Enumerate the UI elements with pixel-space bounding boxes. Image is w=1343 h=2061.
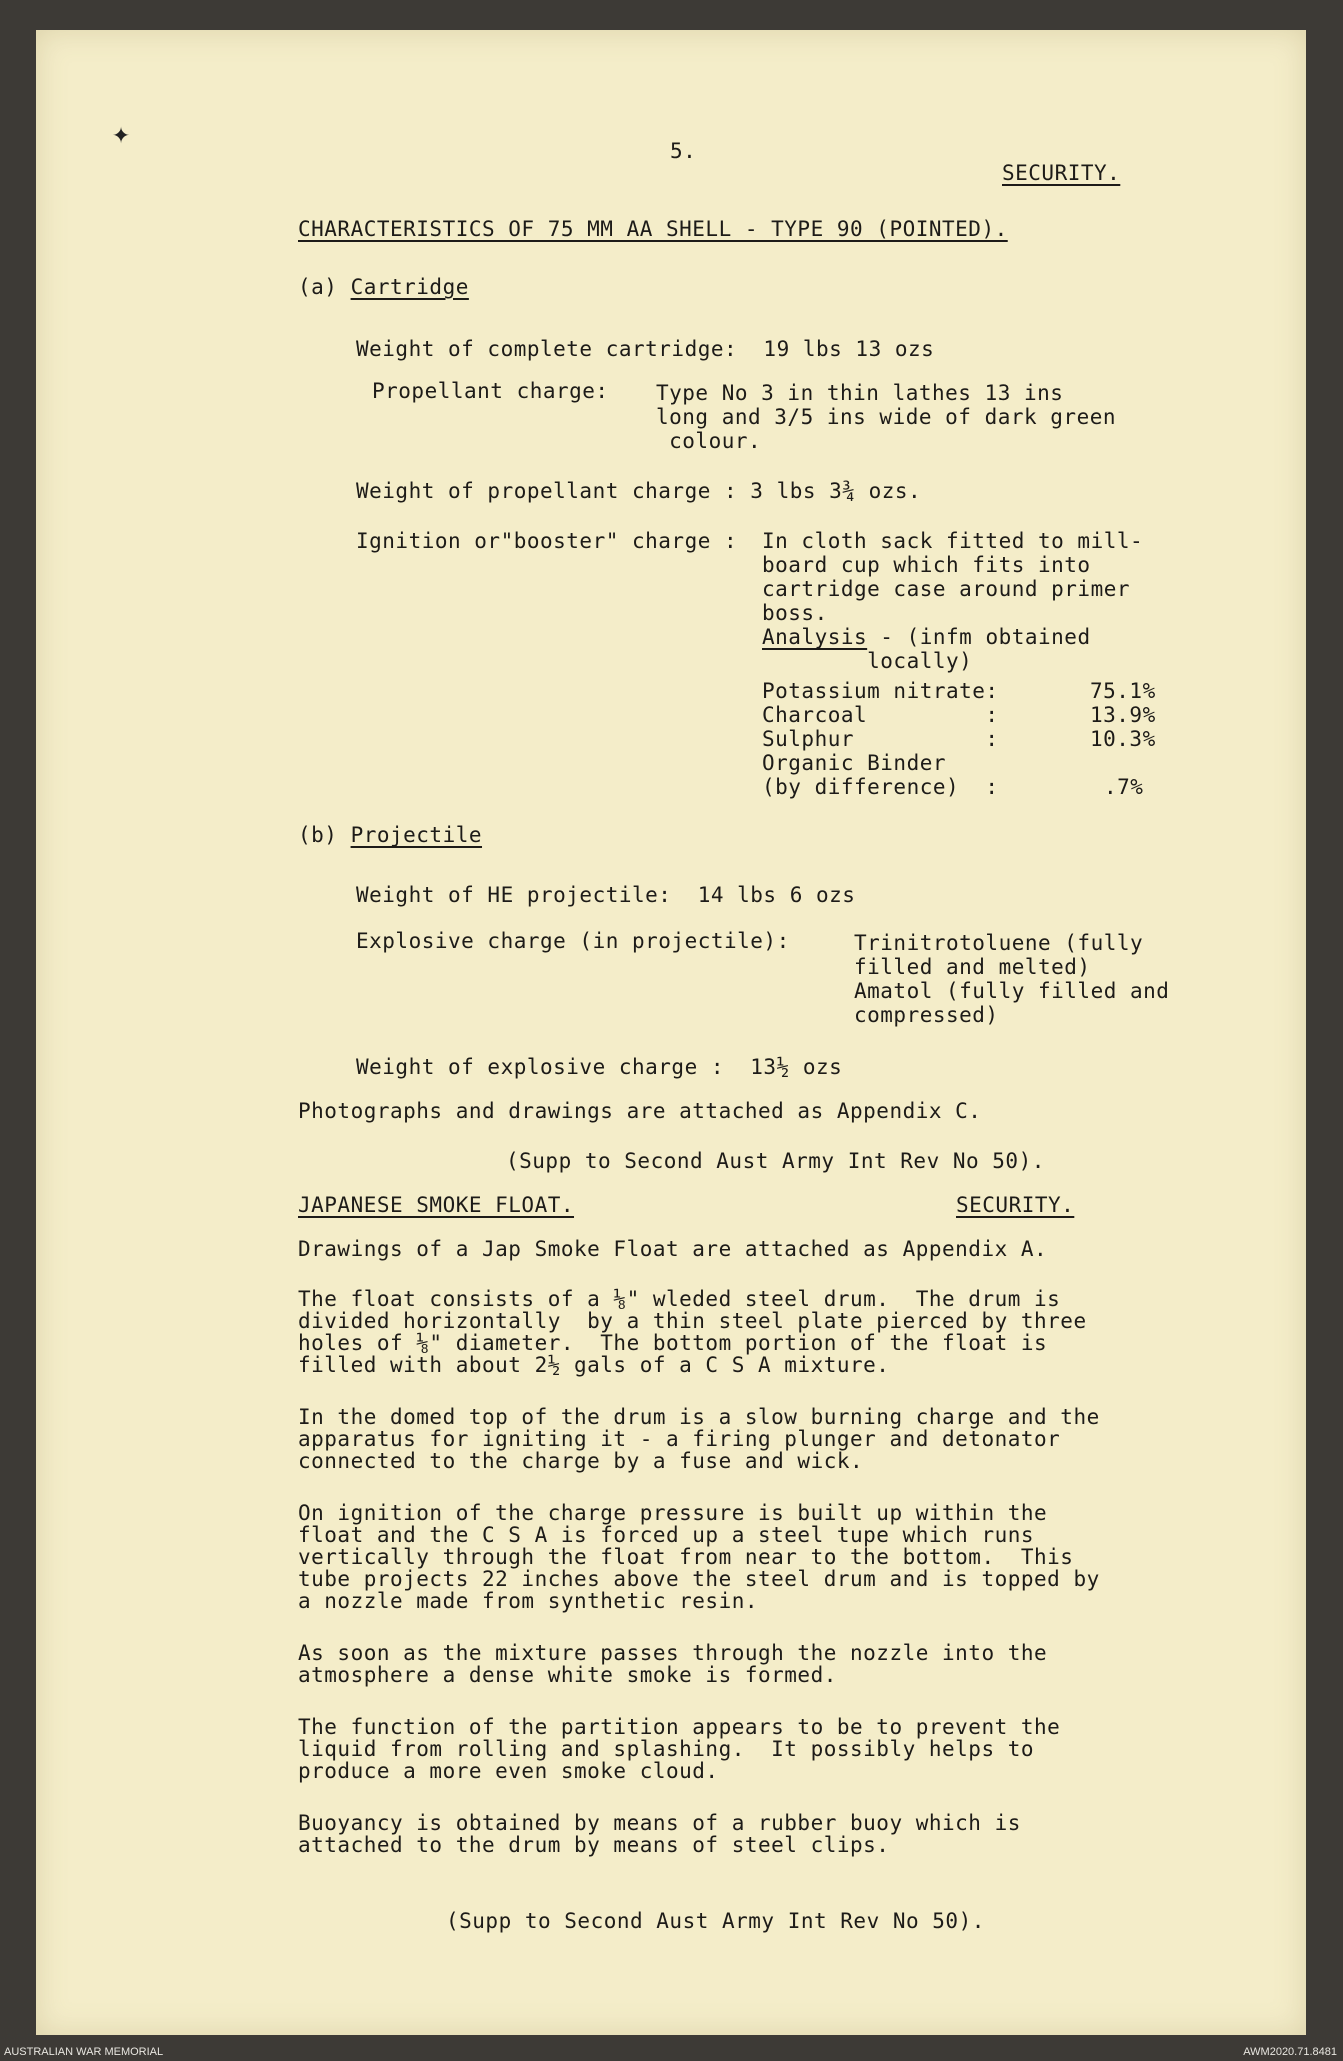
- explosive-text-2: filled and melted): [854, 955, 1091, 979]
- document-page: [36, 30, 1306, 2035]
- analysis-row-value: 10.3%: [1090, 727, 1156, 751]
- smoke-paragraph-line: apparatus for igniting it - a firing plunger and detonator: [298, 1427, 1061, 1451]
- smoke-paragraph-line: float and the C S A is forced up a steel tupe which runs: [298, 1523, 1035, 1547]
- ink-mark: ✦: [112, 116, 131, 151]
- smoke-paragraph-line: atmosphere a dense white smoke is formed.: [298, 1663, 837, 1687]
- cartridge-heading-prefix: (a): [298, 275, 351, 299]
- ignition-label: Ignition or"booster" charge :: [356, 529, 738, 553]
- analysis-suffix: - (infm obtained: [867, 625, 1091, 649]
- smoke-paragraph-line: divided horizontally by a thin steel plate pierced by three: [298, 1309, 1087, 1333]
- supp-reference-2: (Supp to Second Aust Army Int Rev No 50).: [446, 1909, 985, 1933]
- analysis-row-name: Organic Binder: [762, 751, 947, 775]
- analysis-row-name: Potassium nitrate:: [762, 679, 999, 703]
- projectile-weight: Weight of HE projectile: 14 lbs 6 ozs: [356, 883, 856, 907]
- smoke-paragraph-line: The float consists of a ⅛" wleded steel drum. The drum is: [298, 1287, 1061, 1311]
- supp-reference-1: (Supp to Second Aust Army Int Rev No 50).: [506, 1149, 1045, 1173]
- cartridge-heading: [298, 274, 469, 300]
- projectile-heading: [298, 822, 482, 848]
- photographs-line: Photographs and drawings are attached as Appendix C.: [298, 1099, 982, 1123]
- main-heading: CHARACTERISTICS OF 75 MM AA SHELL - TYPE 90 (POINTED).: [298, 217, 1008, 241]
- analysis-row-value: 13.9%: [1090, 703, 1156, 727]
- ignition-text-3: cartridge case around primer: [762, 577, 1131, 601]
- analysis-row-name: Charcoal :: [762, 703, 999, 727]
- smoke-paragraph-line: The function of the partition appears to be to prevent the: [298, 1715, 1061, 1739]
- propellant-weight: Weight of propellant charge : 3 lbs 3¾ ozs.: [356, 479, 922, 503]
- cartridge-heading-text: Cartridge: [350, 275, 469, 299]
- explosive-text-1: Trinitrotoluene (fully: [854, 931, 1144, 955]
- smoke-paragraph-line: produce a more even smoke cloud.: [298, 1759, 719, 1783]
- footer-right: AWM2020.71.8481: [1243, 2046, 1337, 2058]
- security-marking-top: SECURITY.: [1002, 161, 1121, 185]
- ignition-text-1: In cloth sack fitted to mill-: [762, 529, 1144, 553]
- footer-left: AUSTRALIAN WAR MEMORIAL: [4, 2046, 164, 2058]
- propellant-text-2: long and 3/5 ins wide of dark green: [656, 405, 1117, 429]
- analysis-row-value: 75.1%: [1090, 679, 1156, 703]
- ignition-text-4: boss.: [762, 601, 828, 625]
- smoke-paragraph-line: tube projects 22 inches above the steel drum and is topped by: [298, 1567, 1100, 1591]
- smoke-paragraph-line: liquid from rolling and splashing. It possibly helps to: [298, 1737, 1035, 1761]
- explosive-weight: Weight of explosive charge : 13½ ozs: [356, 1055, 843, 1079]
- smoke-paragraph-line: Buoyancy is obtained by means of a rubber buoy which is: [298, 1811, 1021, 1835]
- analysis-suffix-2: locally): [762, 649, 973, 673]
- ignition-text-2: board cup which fits into: [762, 553, 1091, 577]
- projectile-heading-text: Projectile: [350, 823, 483, 847]
- analysis-row-name: (by difference) :: [762, 775, 999, 799]
- smoke-paragraph-line: a nozzle made from synthetic resin.: [298, 1589, 759, 1613]
- smoke-paragraph-line: vertically through the float from near to the bottom. This: [298, 1545, 1074, 1569]
- analysis-label: Analysis: [762, 625, 868, 649]
- analysis-row-value: .7%: [1104, 775, 1144, 799]
- propellant-text-3: colour.: [656, 429, 762, 453]
- smoke-paragraph-line: connected to the charge by a fuse and wick.: [298, 1449, 864, 1473]
- smoke-paragraph-line: On ignition of the charge pressure is built up within the: [298, 1501, 1048, 1525]
- security-marking-mid: SECURITY.: [956, 1193, 1075, 1217]
- explosive-text-3: Amatol (fully filled and: [854, 979, 1170, 1003]
- smoke-paragraph-line: filled with about 2½ gals of a C S A mixture.: [298, 1353, 890, 1377]
- smoke-paragraph-line: As soon as the mixture passes through the nozzle into the: [298, 1641, 1048, 1665]
- page-number: 5.: [670, 139, 697, 163]
- smoke-paragraph-line: Drawings of a Jap Smoke Float are attached as Appendix A.: [298, 1237, 1048, 1261]
- projectile-heading-prefix: (b): [298, 823, 351, 847]
- smoke-paragraph-line: In the domed top of the drum is a slow burning charge and the: [298, 1405, 1100, 1429]
- propellant-text-1: Type No 3 in thin lathes 13 ins: [656, 381, 1064, 405]
- smoke-float-heading: JAPANESE SMOKE FLOAT.: [298, 1193, 575, 1217]
- propellant-label: Propellant charge:: [372, 379, 609, 403]
- cartridge-weight: Weight of complete cartridge: 19 lbs 13 ozs: [356, 337, 935, 361]
- analysis-line: [762, 624, 1091, 650]
- explosive-label: Explosive charge (in projectile):: [356, 929, 790, 953]
- analysis-row-name: Sulphur :: [762, 727, 999, 751]
- explosive-text-4: compressed): [854, 1003, 999, 1027]
- smoke-paragraph-line: attached to the drum by means of steel clips.: [298, 1833, 890, 1857]
- smoke-paragraph-line: holes of ⅛" diameter. The bottom portion of the float is: [298, 1331, 1048, 1355]
